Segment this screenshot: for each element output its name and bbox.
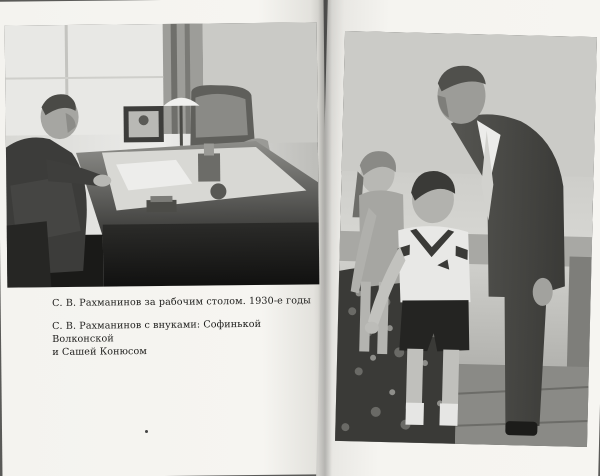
desk-caption-text: С. В. Рахманинов за рабочим столом. 1930-е годы — [52, 295, 311, 309]
desk-photo — [5, 22, 320, 287]
family-photo-caption — [52, 317, 312, 359]
page-speck — [145, 430, 148, 433]
family-caption-line-2: и Сашей Конюсом — [52, 346, 148, 358]
book-gutter — [318, 0, 332, 476]
desk-photo-caption — [52, 294, 312, 310]
family-photo — [335, 31, 597, 447]
family-caption-line-1: С. В. Рахманинов с внуками: Софинькой Волконской — [52, 318, 262, 345]
